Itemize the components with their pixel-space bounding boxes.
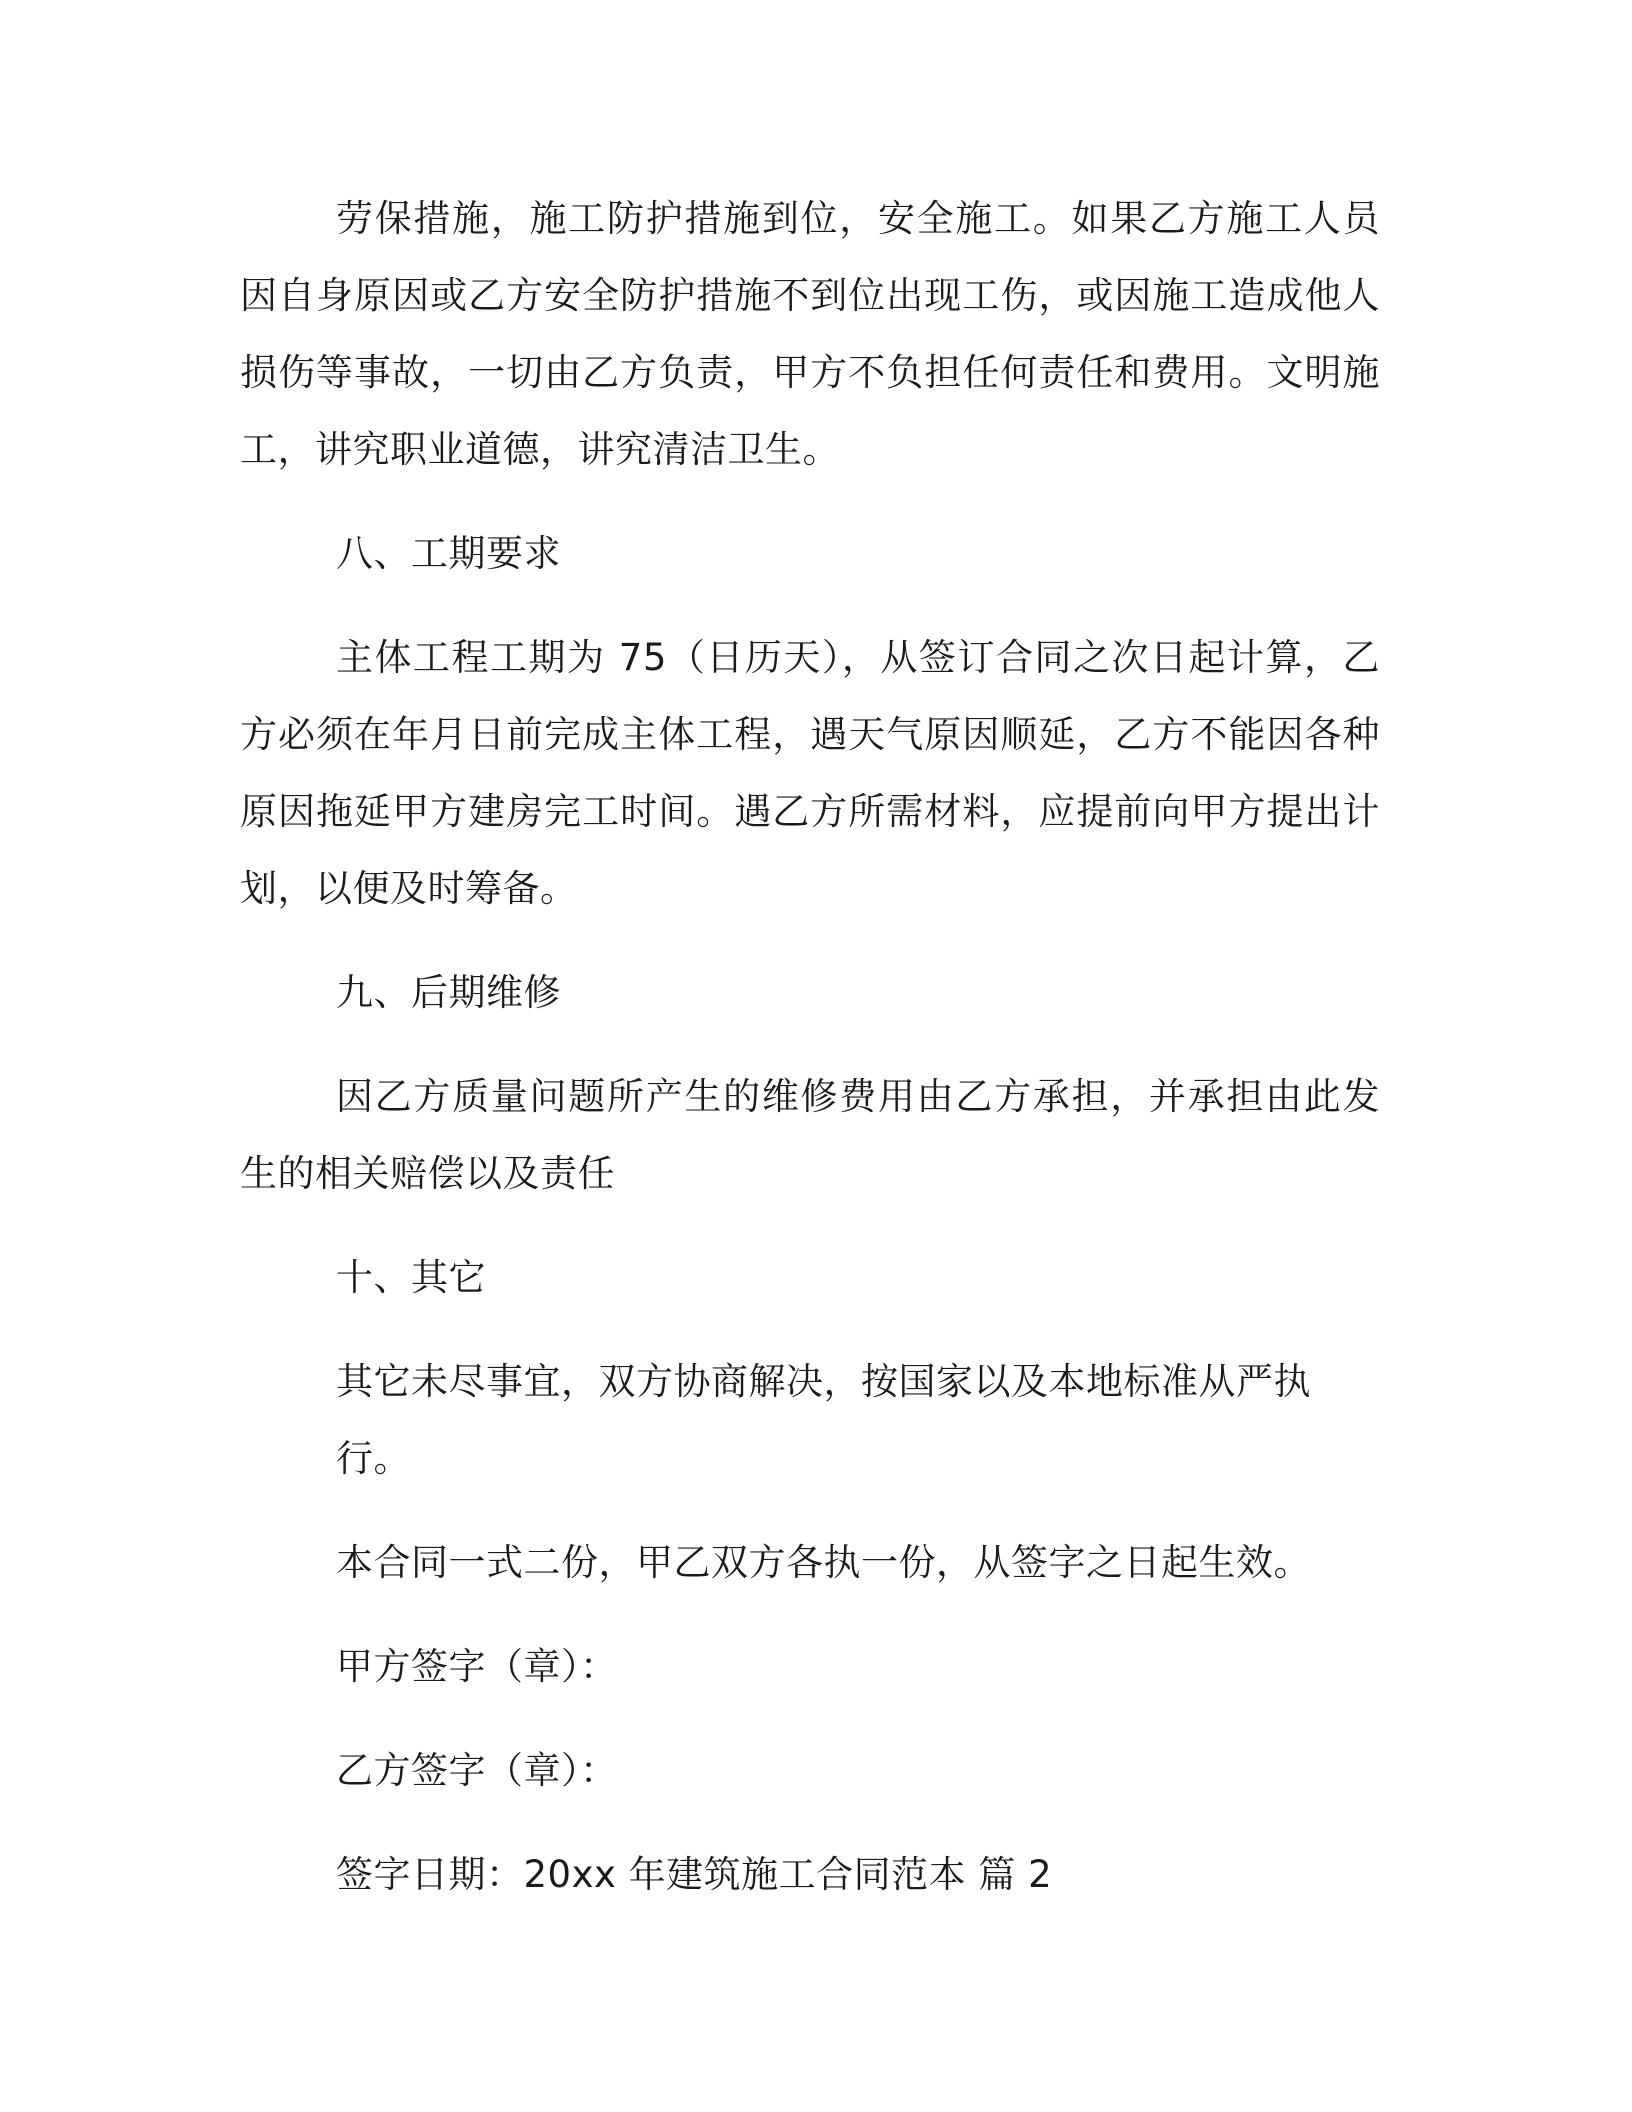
section-heading-maintenance: 九、后期维修 [336,971,561,1014]
document-body [240,180,1380,1913]
signature-party-b: 乙方签字（章）： [336,1749,618,1792]
section-heading-schedule: 八、工期要求 [336,532,561,575]
paragraph-schedule: 主体工程工期为 75（日历天），从签订合同之次日起计算，乙方必须在年月日前完成主体工程，遇天气原因顺延，乙方不能因各种原因拖延甲方建房完工时间。遇乙方所需材料，应提前向甲方提出计划，以便及时筹备。 [240,636,1380,910]
paragraph-copies: 本合同一式二份，甲乙双方各执一份，从签字之日起生效。 [336,1541,1311,1584]
paragraph-safety: 劳保措施，施工防护措施到位，安全施工。如果乙方施工人员因自身原因或乙方安全防护措施不到位出现工伤，或因施工造成他人损伤等事故，一切由乙方负责，甲方不负担任何责任和费用。文明施工，讲究职业道德，讲究清洁卫生。 [240,197,1380,471]
section-heading-other: 十、其它 [336,1256,486,1299]
paragraph-other: 其它未尽事宜，双方协商解决，按国家以及本地标准从严执行。 [336,1360,1311,1480]
paragraph-maintenance: 因乙方质量问题所产生的维修费用由乙方承担，并承担由此发生的相关赔偿以及责任 [240,1075,1380,1195]
signature-party-a: 甲方签字（章）： [336,1645,618,1688]
signature-date: 签字日期：20xx 年建筑施工合同范本 篇 2 [336,1853,1053,1896]
